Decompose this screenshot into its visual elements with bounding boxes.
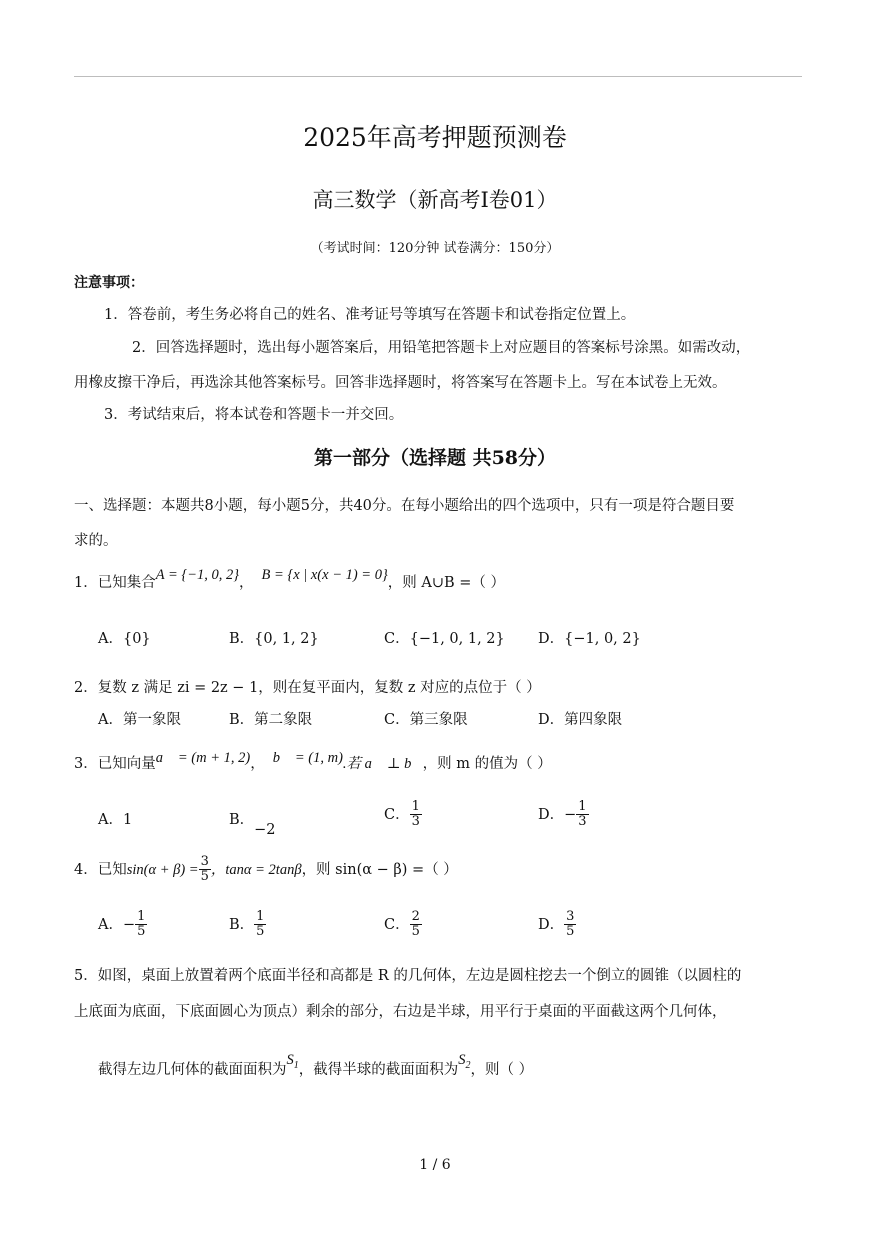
fraction-denominator: 5 <box>137 924 146 940</box>
q5-s1 <box>286 1052 299 1071</box>
fraction-numerator: 3 <box>200 854 209 869</box>
question-3-stem: 3．已知向量a⃗ = (m + 1, 2)， b⃗ = (1, m).若 a⃗ ⊥ b⃗，则 m 的值为（ ） <box>74 750 552 772</box>
q3-option-d-label: D．− <box>538 806 577 823</box>
q4-option-d-label: D． <box>538 916 565 933</box>
q3-vector-a: a⃗ = (m + 1, 2) <box>155 750 251 766</box>
fraction-numerator: 1 <box>137 909 146 924</box>
q5-line3-a: 截得左边几何体的截面面积为 <box>98 1062 287 1078</box>
q5-s2 <box>458 1052 471 1071</box>
notice-heading: 注意事项： <box>74 275 144 291</box>
q4-tan-relation: ，tanα = 2tanβ <box>210 861 302 878</box>
q4-option-d <box>538 910 576 940</box>
fraction-denominator: 3 <box>411 814 420 830</box>
q3-option-d <box>538 800 589 830</box>
q1-set-b: B = {x | x(x − 1) = 0} <box>261 567 388 583</box>
q3-option-c-fraction <box>410 800 422 830</box>
q3-option-c <box>384 800 422 830</box>
exam-info: （考试时间：120分钟 试卷满分：150分） <box>310 241 560 256</box>
q1-option-b: B．{0, 1, 2} <box>229 631 319 647</box>
q4-option-b-label: B． <box>229 916 255 933</box>
q3-option-c-label: C． <box>384 806 410 823</box>
q5-line3-b: ，截得半球的截面面积为 <box>298 1062 459 1078</box>
q1-option-d: D．{−1, 0, 2} <box>538 631 641 647</box>
q1-sep: ， <box>239 575 254 591</box>
fraction-numerator: 2 <box>411 909 420 924</box>
q2-option-a: A．第一象限 <box>98 712 181 728</box>
page-subtitle: 高三数学（新高考Ⅰ卷01） <box>312 188 558 212</box>
header-rule <box>74 76 802 77</box>
q4-prefix: 4．已知 <box>74 861 127 878</box>
question-5-line-1: 5．如图，桌面上放置着两个底面半径和高都是 R 的几何体，左边是圆柱挖去一个倒立的圆锥（以圆柱的 <box>74 968 742 984</box>
q4-option-b <box>229 910 266 940</box>
question-5-line-2: 上底面为底面，下底面圆心为顶点）剩余的部分，右边是半球，用平行于桌面的平面截这两个几何体， <box>74 1004 727 1020</box>
question-4-stem <box>74 855 458 885</box>
q4-option-c <box>384 910 422 940</box>
notice-item-2: 2．回答选择题时，选出每小题答案后，用铅笔把答题卡上对应题目的答案标号涂黑。如需改动， <box>132 340 751 356</box>
question-2-stem: 2．复数 z 满足 zi = 2z − 1，则在复平面内，复数 z 对应的点位于（ ） <box>74 680 541 696</box>
fraction-denominator: 5 <box>200 869 209 885</box>
s2-subscript: 2 <box>465 1059 471 1071</box>
q2-option-d: D．第四象限 <box>538 712 623 728</box>
q3-option-d-fraction <box>576 800 588 830</box>
q3-prefix: 3．已知向量 <box>74 756 156 772</box>
q4-option-c-fraction <box>410 910 422 940</box>
fraction-numerator: 1 <box>256 909 265 924</box>
s1-symbol: S <box>286 1052 294 1068</box>
q3-suffix: ，则 m 的值为（ ） <box>422 756 552 772</box>
q4-option-d-fraction <box>564 910 576 940</box>
q3-condition: .若 a⃗ ⊥ b⃗ <box>342 756 423 772</box>
notice-item-3: 3．考试结束后，将本试卷和答题卡一并交回。 <box>104 407 404 423</box>
fraction-denominator: 5 <box>411 924 420 940</box>
q4-option-b-fraction <box>254 910 266 940</box>
fraction-numerator: 3 <box>566 909 575 924</box>
q1-option-a: A．{0} <box>98 631 151 647</box>
q3-option-b <box>229 808 276 838</box>
q3-option-b-label: B． <box>229 812 255 828</box>
q1-prefix: 1．已知集合 <box>74 575 156 591</box>
q4-option-a <box>98 910 147 940</box>
fraction-denominator: 3 <box>578 814 587 830</box>
q4-sin-sum: sin(α + β) = <box>126 861 199 878</box>
q5-line3-c: ，则（ ） <box>470 1062 534 1078</box>
q3-option-b-value: −2 <box>254 822 276 838</box>
q1-set-a: A = {−1, 0, 2} <box>155 567 239 583</box>
section-instructions: 一、选择题：本题共8小题，每小题5分，共40分。在每小题给出的四个选项中，只有一项是符合题目要 <box>74 498 735 514</box>
section-instructions-cont: 求的。 <box>74 533 118 549</box>
q3-vector-b: b⃗ = (1, m) <box>272 750 343 766</box>
question-1-stem <box>74 567 506 592</box>
q3-option-a: A．1 <box>98 812 133 828</box>
page-title: 2025年高考押题预测卷 <box>303 123 567 152</box>
q4-option-a-fraction <box>135 910 147 940</box>
q2-option-c: C．第三象限 <box>384 712 468 728</box>
notice-item-1: 1．答卷前，考生务必将自己的姓名、准考证号等填写在答题卡和试卷指定位置上。 <box>104 307 636 323</box>
part1-heading: 第一部分（选择题 共58分） <box>313 447 557 469</box>
notice-item-2-cont: 用橡皮擦干净后，再选涂其他答案标号。回答非选择题时，将答案写在答题卡上。写在本试卷上无效。 <box>74 375 727 391</box>
question-5-line-3 <box>98 1052 534 1081</box>
fraction-numerator: 1 <box>411 799 420 814</box>
s2-symbol: S <box>458 1052 466 1068</box>
fraction-denominator: 5 <box>566 924 575 940</box>
q4-fraction <box>199 855 211 885</box>
q2-option-b: B．第二象限 <box>229 712 313 728</box>
page-number: 1 / 6 <box>419 1157 451 1173</box>
q4-suffix: ，则 sin(α − β) =（ ） <box>301 861 458 878</box>
q4-option-c-label: C． <box>384 916 410 933</box>
fraction-denominator: 5 <box>256 924 265 940</box>
q1-option-c: C．{−1, 0, 1, 2} <box>384 631 505 647</box>
q4-option-a-label: A．− <box>98 916 136 933</box>
q1-suffix: ，则 A∪B =（ ） <box>387 575 506 591</box>
s1-subscript: 1 <box>293 1059 299 1071</box>
fraction-numerator: 1 <box>578 799 587 814</box>
